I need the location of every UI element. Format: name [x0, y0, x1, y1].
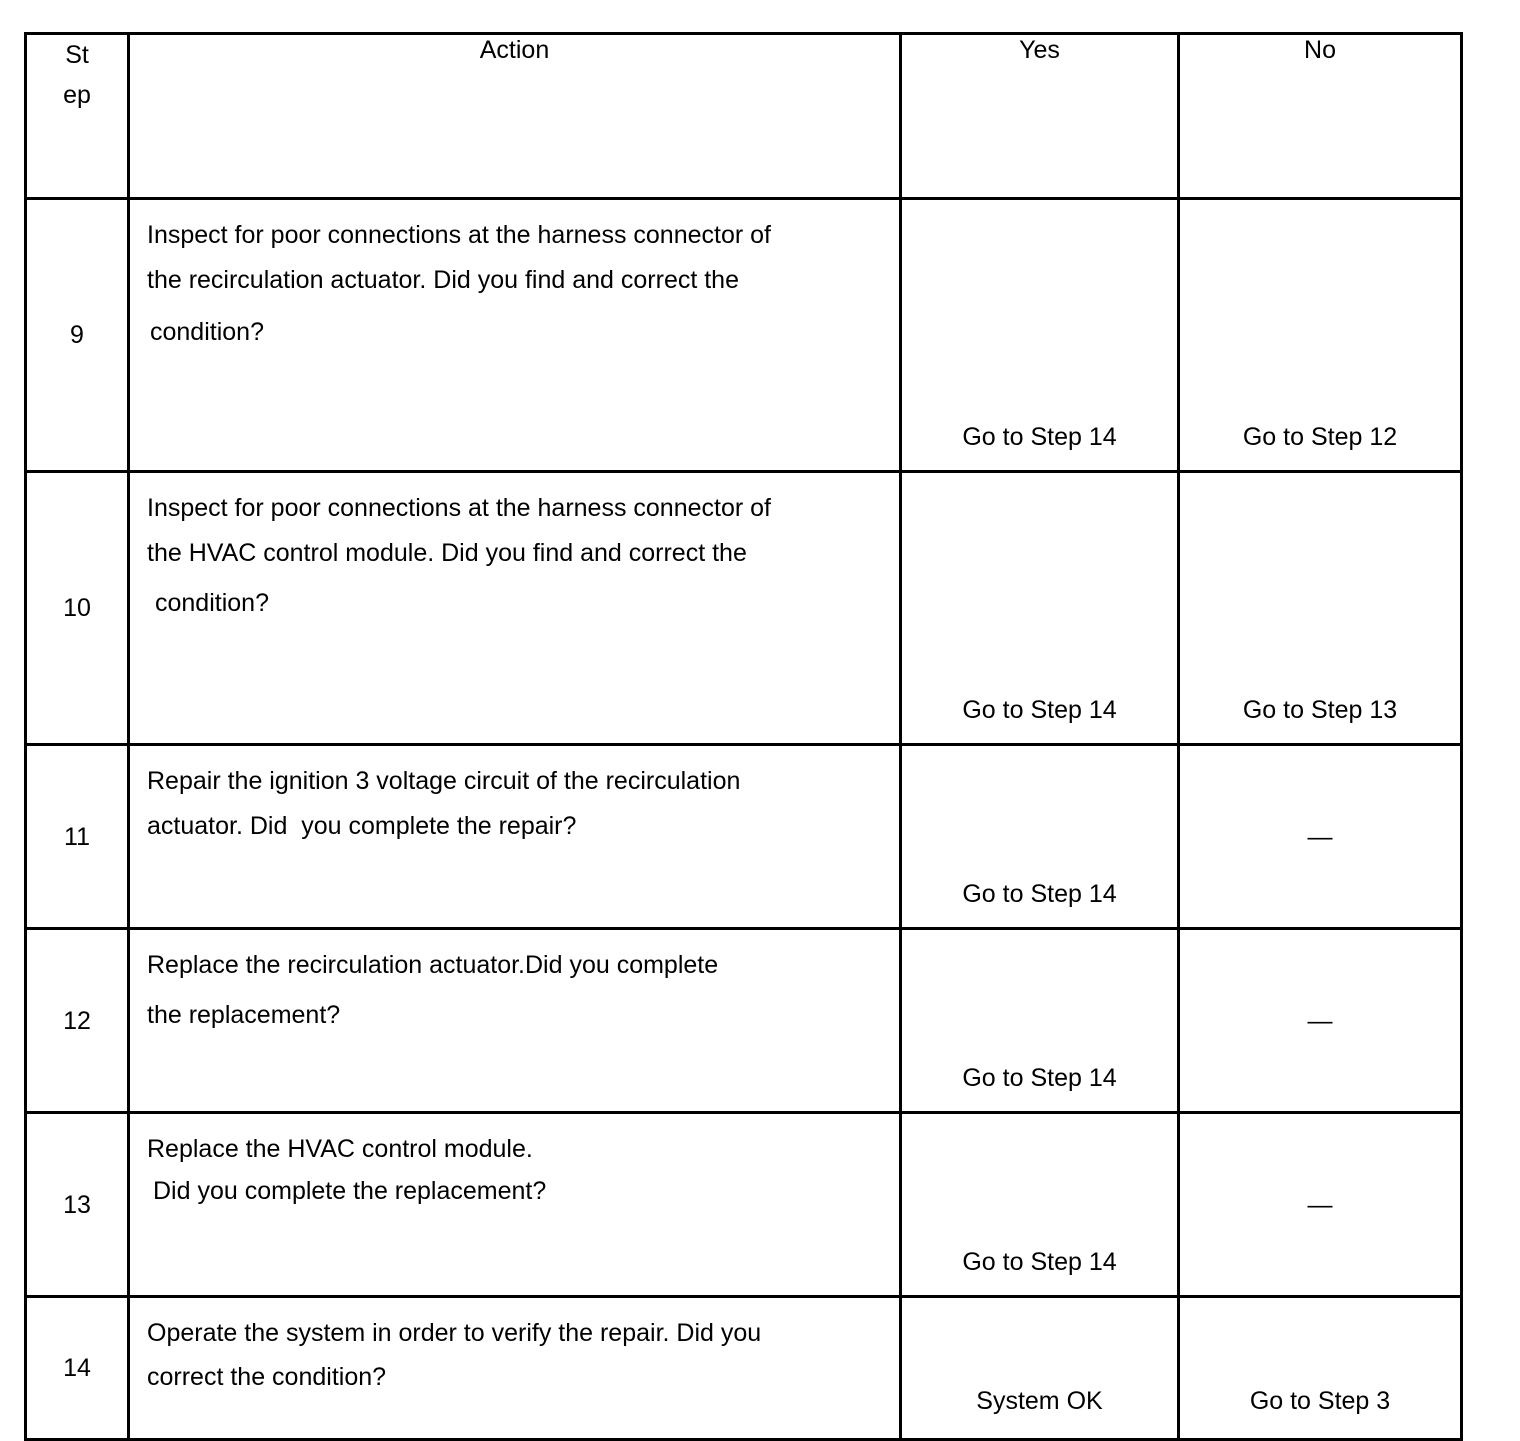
action-line: Operate the system in order to verify the repair. Did you: [147, 1319, 762, 1347]
action-line: condition?: [155, 589, 269, 617]
header-no: No: [1179, 34, 1462, 199]
step-number: 10: [26, 472, 129, 745]
no-cell: Go to Step 12: [1179, 199, 1462, 472]
step-number: 9: [26, 199, 129, 472]
action-line: correct the condition?: [147, 1363, 387, 1391]
table-row: [26, 745, 1462, 929]
action-cell: [129, 1113, 901, 1297]
no-cell: Go to Step 13: [1179, 472, 1462, 745]
header-step-line-1: St: [65, 41, 89, 69]
header-step-line-2: ep: [63, 81, 91, 109]
action-line: Replace the recirculation actuator.Did you complete: [147, 951, 719, 979]
table-row: [26, 1297, 1462, 1440]
yes-cell: Go to Step 14: [901, 472, 1179, 745]
header-action: Action: [129, 34, 901, 199]
step-number: 11: [26, 745, 129, 929]
action-line: Inspect for poor connections at the harness connector of: [147, 494, 771, 522]
diagnostic-table: [24, 32, 1463, 1441]
table-row: [26, 199, 1462, 472]
no-cell: —: [1179, 1113, 1462, 1297]
action-cell: [129, 929, 901, 1113]
yes-cell: System OK: [901, 1297, 1179, 1440]
action-line: Inspect for poor connections at the harness connector of: [147, 221, 771, 249]
action-line: the recirculation actuator. Did you find and correct the: [147, 266, 739, 294]
header-step: [26, 34, 129, 199]
action-line: Replace the HVAC control module.: [147, 1135, 533, 1163]
action-line: condition?: [150, 318, 264, 346]
action-line: the HVAC control module. Did you find and correct the: [147, 539, 747, 567]
action-cell: [129, 1297, 901, 1440]
header-row: [26, 34, 1462, 199]
action-cell: [129, 472, 901, 745]
table-row: [26, 472, 1462, 745]
step-number: 12: [26, 929, 129, 1113]
table-row: [26, 929, 1462, 1113]
action-cell: [129, 745, 901, 929]
yes-cell: Go to Step 14: [901, 199, 1179, 472]
step-number: 14: [26, 1297, 129, 1440]
no-cell: —: [1179, 745, 1462, 929]
yes-cell: Go to Step 14: [901, 929, 1179, 1113]
yes-cell: Go to Step 14: [901, 1113, 1179, 1297]
action-line: Did you complete the replacement?: [153, 1177, 547, 1205]
no-cell: —: [1179, 929, 1462, 1113]
action-line: actuator. Did you complete the repair?: [147, 812, 577, 840]
action-line: Repair the ignition 3 voltage circuit of the recirculation: [147, 767, 741, 795]
yes-cell: Go to Step 14: [901, 745, 1179, 929]
step-number: 13: [26, 1113, 129, 1297]
table-row: [26, 1113, 1462, 1297]
action-cell: [129, 199, 901, 472]
action-line: the replacement?: [147, 1001, 341, 1029]
header-yes: Yes: [901, 34, 1179, 199]
no-cell: Go to Step 3: [1179, 1297, 1462, 1440]
